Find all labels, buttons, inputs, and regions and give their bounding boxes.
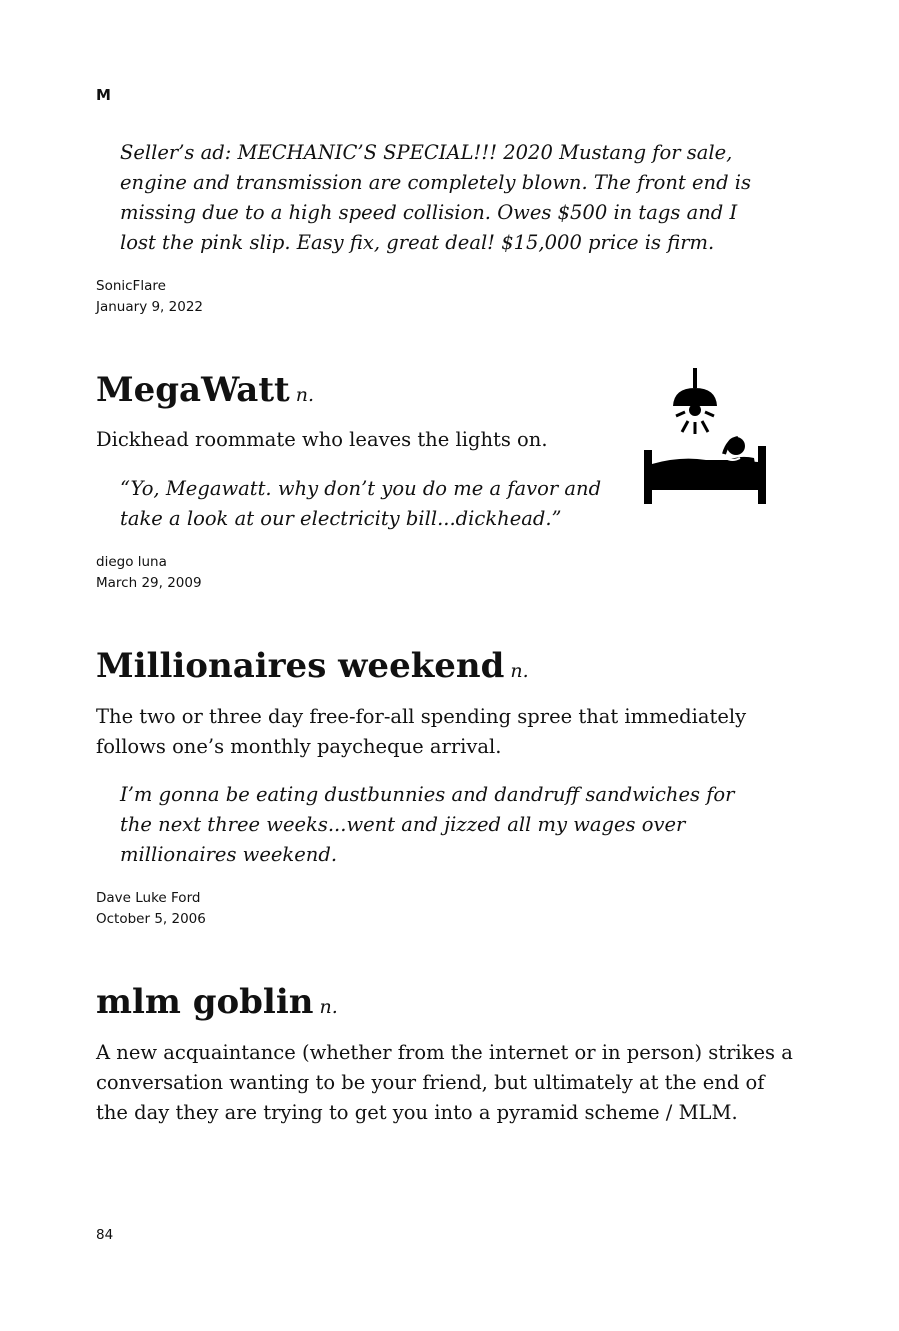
- entry-headword: [96, 980, 338, 1029]
- entry-author: diego luna: [96, 554, 167, 570]
- entry-date: October 5, 2006: [96, 911, 206, 927]
- section-letter: M: [96, 86, 111, 104]
- entry-example: “Yo, Megawatt. why don’t you do me a favor and take a look at our electricity bill...dickhead.”: [120, 477, 602, 530]
- part-of-speech: n.: [319, 996, 338, 1018]
- entry-definition: A new acquaintance (whether from the internet or in person) strikes a conversation wanting to be your friend, but ultimately at the end of the day they are trying to get you into a pyramid scheme / MLM.: [96, 1041, 793, 1124]
- part-of-speech: n.: [295, 384, 315, 406]
- headword-text: mlm goblin: [96, 982, 314, 1022]
- entry-headword: [96, 644, 529, 693]
- entry-headword: [96, 368, 314, 417]
- entry-definition: The two or three day free-for-all spending spree that immediately follows one’s monthly paycheque arrival.: [96, 705, 747, 758]
- entry-example: Seller’s ad: MECHANIC’S SPECIAL!!! 2020 Mustang for sale, engine and transmission are completely blown. The front end is missing due to a high speed collision. Owes $500 in tags and I lost the pink slip. Easy fix, great deal! $15,000 price is firm.: [120, 141, 752, 254]
- entry-definition: Dickhead roommate who leaves the lights on.: [96, 428, 548, 451]
- entry-author: SonicFlare: [96, 278, 166, 294]
- part-of-speech: n.: [510, 660, 529, 682]
- page-number: 84: [96, 1227, 114, 1243]
- entry-date: January 9, 2022: [96, 299, 203, 315]
- entry-date: March 29, 2009: [96, 575, 202, 591]
- ceiling-lamp-over-bed-icon: [640, 366, 770, 508]
- entry-author: Dave Luke Ford: [96, 890, 201, 906]
- headword-text: MegaWatt: [96, 370, 290, 410]
- entry-example: I’m gonna be eating dustbunnies and dandruff sandwiches for the next three weeks...went and jizzed all my wages over millionaires weekend.: [120, 783, 735, 866]
- headword-text: Millionaires weekend: [96, 646, 505, 686]
